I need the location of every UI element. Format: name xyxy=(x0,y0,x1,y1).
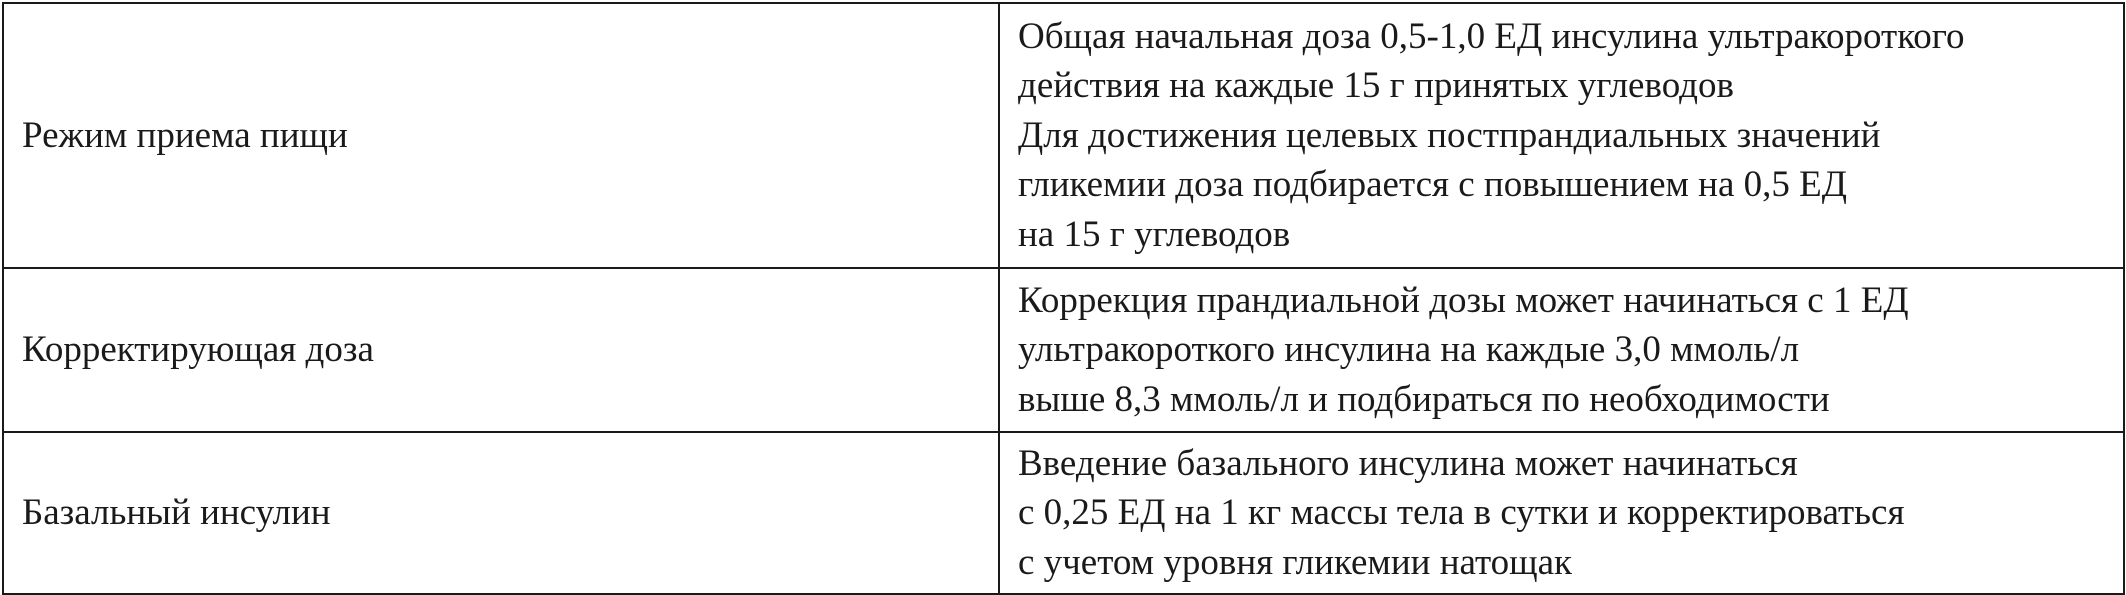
row-description xyxy=(999,3,2124,268)
row-label: Режим приема пищи xyxy=(3,3,999,268)
description-line: Коррекция прандиальной дозы может начинаться с 1 ЕД xyxy=(1018,279,1909,321)
row-description xyxy=(999,268,2124,432)
row-label: Корректирующая доза xyxy=(3,268,999,432)
table-row-correction-dose xyxy=(3,268,2124,432)
description-line: Для достижения целевых постпрандиальных значений xyxy=(1018,114,1881,156)
description-line: Общая начальная доза 0,5-1,0 ЕД инсулина ультракороткого xyxy=(1018,15,1965,57)
description-line: ультракороткого инсулина на каждые 3,0 ммоль/л xyxy=(1018,329,1800,371)
description-line: с 0,25 ЕД на 1 кг массы тела в сутки и корректироваться xyxy=(1018,492,1905,534)
row-label: Базальный инсулин xyxy=(3,432,999,594)
description-line: выше 8,3 ммоль/л и подбираться по необходимости xyxy=(1018,378,1830,420)
description-line: на 15 г углеводов xyxy=(1018,213,1291,255)
insulin-dosing-table xyxy=(2,2,2125,595)
description-line: гликемии доза подбирается с повышением на 0,5 ЕД xyxy=(1018,164,1847,206)
description-line: с учетом уровня гликемии натощак xyxy=(1018,541,1573,583)
row-description xyxy=(999,432,2124,594)
description-line: действия на каждые 15 г принятых углеводов xyxy=(1018,65,1734,107)
description-line: Введение базального инсулина может начинаться xyxy=(1018,442,1798,484)
table-row-meal-regimen xyxy=(3,3,2124,268)
table-row-basal-insulin xyxy=(3,432,2124,594)
